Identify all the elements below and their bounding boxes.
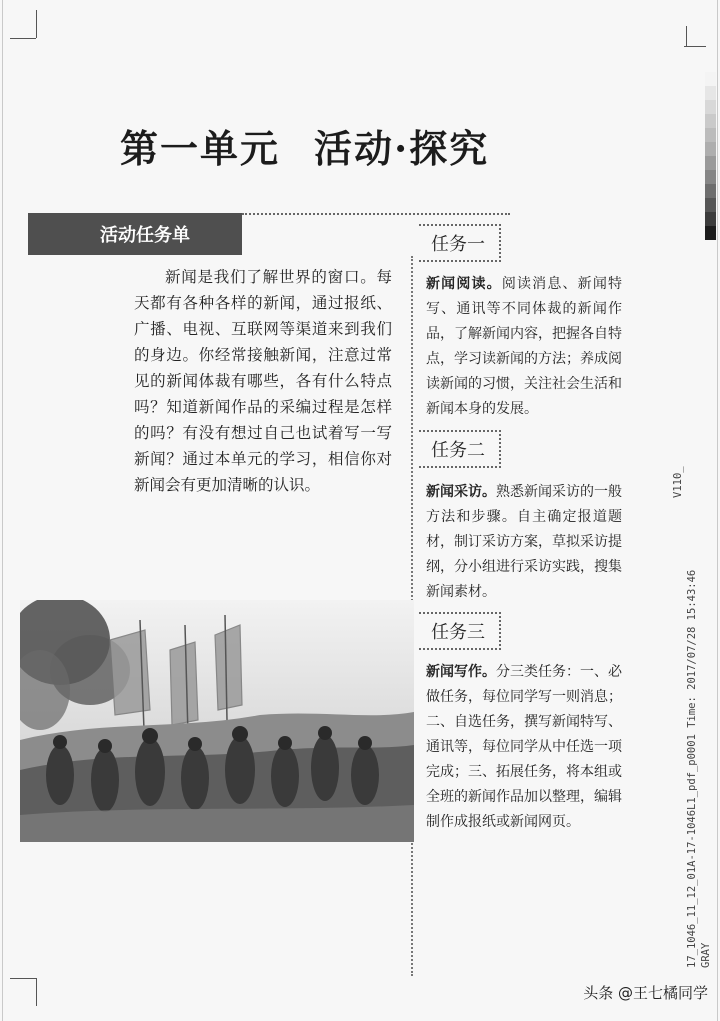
task-sheet-banner: 活动任务单 — [28, 213, 242, 255]
task-two-text — [426, 480, 622, 605]
task-one-label: 任务一 — [419, 224, 501, 262]
task-one-body: 阅读消息、新闻特写、通讯等不同体裁的新闻作品，了解新闻内容，把握各自特点，学习读新闻的方法；养成阅读新闻的习惯，关注社会生活和新闻本身的发展。 — [426, 276, 623, 417]
page-border-left — [2, 0, 3, 1021]
task-two-head: 新闻采访。 — [426, 484, 496, 500]
crop-mark-bottom-left-v — [36, 978, 37, 1006]
task-one-head: 新闻阅读。 — [426, 276, 502, 292]
dotted-divider-horizontal — [242, 213, 510, 215]
task-three-label: 任务三 — [419, 612, 501, 650]
task-three-head: 新闻写作。 — [426, 664, 496, 680]
crop-mark-top-left-v — [36, 10, 37, 38]
watermark-footer: 头条 @王七橘同学 — [583, 984, 708, 1002]
title-unit: 第一单元 — [120, 126, 281, 171]
crop-mark-bottom-left — [10, 978, 36, 979]
crop-mark-top-right — [684, 46, 706, 47]
crop-mark-top-right-v — [686, 26, 687, 46]
side-gray-label: GRAY — [700, 942, 712, 968]
task-two-body: 熟悉新闻采访的一般方法和步骤。自主确定报道题材，制订采访方案，草拟采访提纲，分小组进行采访实践，搜集新闻素材。 — [426, 484, 622, 600]
title-activity: 活动·探究 — [314, 126, 490, 171]
side-print-code: 17_1046_11_12_01A-17-1046L1_pdf_p0001 Time: 2017/07/28 15:43:46 — [686, 569, 698, 968]
side-page-code: V110_ — [672, 466, 684, 498]
crop-mark-top-left — [10, 38, 36, 39]
task-one-text — [426, 272, 622, 422]
gray-scale-strip — [705, 72, 716, 240]
soldiers-illustration — [20, 600, 414, 842]
task-two-label: 任务二 — [419, 430, 501, 468]
task-three-body: 分三类任务：一、必做任务，每位同学写一则消息；二、自选任务，撰写新闻特写、通讯等，每位同学从中任选一项完成；三、拓展任务，将本组或全班的新闻作品加以整理，编辑制作成报纸或新闻网页。 — [426, 664, 622, 830]
page-border-right — [717, 0, 718, 1021]
intro-paragraph: 新闻是我们了解世界的窗口。每天都有各种各样的新闻，通过报纸、广播、电视、互联网等渠道来到我们的身边。你经常接触新闻，注意过常见的新闻体裁有哪些，各有什么特点吗？知道新闻作品的采编过程是怎样的吗？有没有想过自己也试着写一写新闻？通过本单元的学习，相信你对新闻会有更加清晰的认识。 — [134, 268, 392, 494]
task-three-text — [426, 660, 622, 835]
page-title — [120, 118, 489, 173]
